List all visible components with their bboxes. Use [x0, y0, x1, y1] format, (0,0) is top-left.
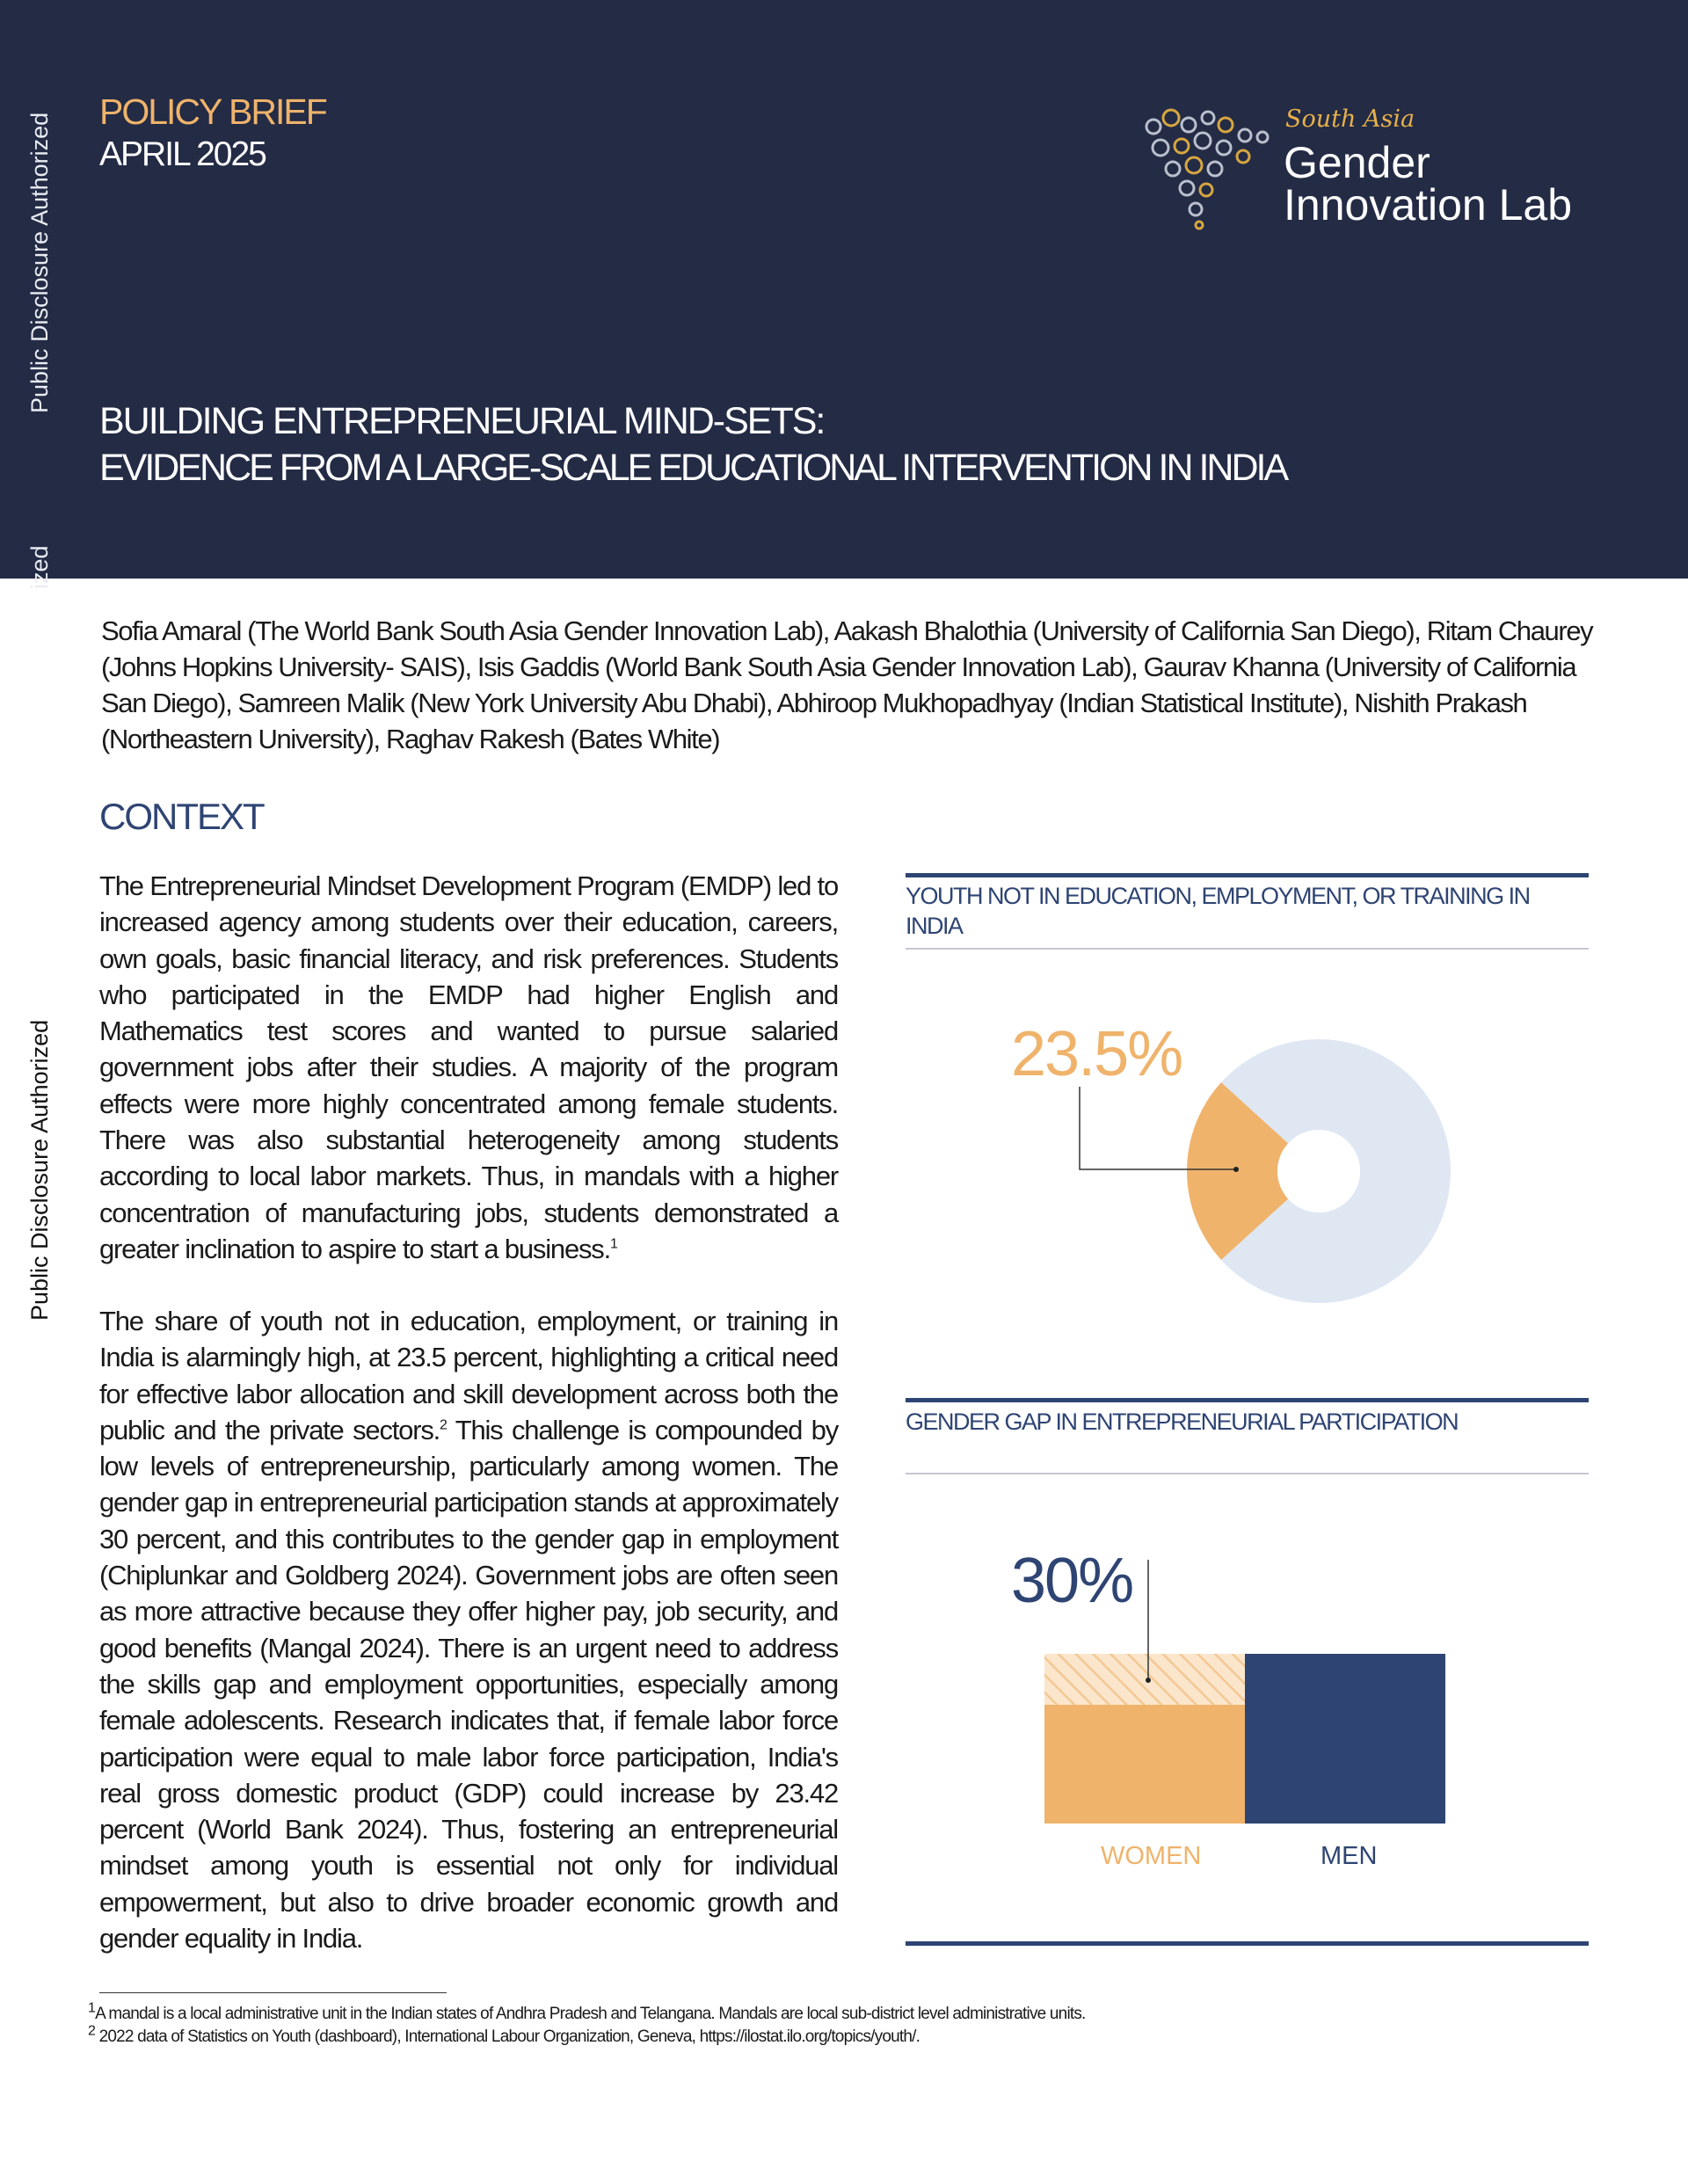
bar-women	[1044, 1705, 1245, 1824]
chart-title-divider	[906, 1473, 1589, 1474]
chart-box-divider-rule	[906, 1398, 1589, 1402]
footnote-mark-1: 1	[88, 2000, 96, 2016]
header-banner	[0, 0, 1688, 579]
donut-leader-dot	[1233, 1167, 1239, 1172]
paragraph-text: The Entrepreneurial Mindset Development Program (EMDP) led to increased agency among students over their education, careers, own goals, basic financial literacy, and risk preferences. Students who participated in the EMDP had higher English and Mathematics test scores and wanted to pursue salaried government jobs after their studies. A majority of the program effects were more highly concentrated among female students. There was also substantial heterogeneity among students according to local labor markets. Thus, in mandals with a higher concentration of manufacturing jobs, students demonstrated a greater inclination to aspire to start a business.	[99, 870, 838, 1264]
logo-title-line2: Innovation Lab	[1284, 180, 1573, 229]
logo-title-line1: Gender	[1284, 138, 1430, 187]
author-list: Sofia Amaral (The World Bank South Asia Gender Innovation Lab), Aakash Bhalothia (University of California San Diego), Ritam Chaurey (Johns Hopkins University- SAIS), Isis Gaddis (World Bank South Asia Gender Innovation Lab), Gaurav Khanna (University of California San Diego), Samreen Malik (New York University Abu Dhabi), Abhiroop Mukhopadhyay (Indian Statistical Institute), Nishith Prakash (Northeastern University), Raghav Rakesh (Bates White)	[101, 615, 1593, 754]
donut-hole	[1277, 1130, 1360, 1212]
chart-title-divider	[906, 948, 1589, 950]
footnote-text-1: A mandal is a local administrative unit in the Indian states of Andhra Pradesh and Telangana. Mandals are local sub-district level administrative units.	[95, 2005, 1086, 2023]
document-date: APRIL 2025	[99, 135, 266, 173]
context-paragraph-1	[99, 868, 838, 1267]
footnote-ref-2: 2	[440, 1417, 447, 1433]
donut-chart	[1055, 1029, 1459, 1319]
document-title-line1: BUILDING ENTREPRENEURIAL MIND-SETS:	[99, 400, 825, 442]
document-title-line2: EVIDENCE FROM A LARGE-SCALE EDUCATIONAL INTERVENTION IN INDIA	[99, 447, 1287, 489]
bar-leader-dot	[1146, 1678, 1151, 1683]
bar-gap-value-label: 30%	[1011, 1546, 1133, 1616]
footnote-ref-1: 1	[610, 1236, 617, 1252]
chart-box-top-rule	[906, 873, 1589, 877]
disclosure-stamp-middle: ized	[26, 545, 53, 589]
paragraph-text: The share of youth not in education, employment, or training in India is alarmingly high, at 23.5 percent, highlighting a critical need for effective labor allocation and skill development across both the public and the private sectors.	[99, 1306, 838, 1445]
footnote-separator	[99, 1992, 447, 1993]
paragraph-text-continued: This challenge is compounded by low levels of entrepreneurship, particularly among women. The gender gap in entrepreneurial participation stands at approximately 30 percent, and this contributes to the gender gap in employment (Chiplunkar and Goldberg 2024). Government jobs are often seen as more attractive because they offer higher pay, job security, and good benefits (Mangal 2024). There is an urgent need to address the skills gap and employment opportunities, especially among female adolescents. Research indicates that, if female labor force participation were equal to male labor force participation, India's real gross domestic product (GDP) could increase by 23.42 percent (World Bank 2024). Thus, fostering an entrepreneurial mindset among youth is essential not only for individual empowerment, but also to drive broader economic growth and gender equality in India.	[99, 1414, 839, 1955]
section-heading-context: CONTEXT	[99, 796, 264, 837]
disclosure-stamp-bottom: Public Disclosure Authorized	[26, 1019, 53, 1321]
donut-value-label: 23.5%	[1011, 1019, 1182, 1089]
footnote-1	[88, 2000, 1086, 2024]
india-map-gears-icon	[1134, 98, 1275, 230]
bar-chart	[1037, 1547, 1477, 1829]
document-type-label: POLICY BRIEF	[99, 91, 326, 132]
donut-chart-title: YOUTH NOT IN EDUCATION, EMPLOYMENT, OR TRAINING IN INDIA	[906, 883, 1530, 939]
bar-category-label-women: WOMEN	[1101, 1842, 1202, 1870]
context-paragraph-2	[99, 1303, 838, 1956]
footnote-text-2: 2022 data of Statistics on Youth (dashboard), International Labour Organization, Geneva, https://ilostat.ilo.org/topics/youth/.	[95, 2027, 920, 2046]
footnote-mark-2: 2	[88, 2023, 96, 2039]
bar-men	[1245, 1654, 1445, 1824]
disclosure-stamp-top: Public Disclosure Authorized	[26, 112, 53, 413]
bar-marks	[1044, 1654, 1445, 1824]
bar-category-label-men: MEN	[1321, 1842, 1378, 1870]
lab-logo	[1134, 98, 1591, 239]
bar-chart-title: GENDER GAP IN ENTREPRENEURIAL PARTICIPATION	[906, 1409, 1459, 1435]
footnote-2	[88, 2023, 920, 2047]
chart-box-bottom-rule	[906, 1941, 1589, 1946]
logo-subtitle: South Asia	[1285, 106, 1415, 133]
bar-gap-women	[1044, 1654, 1245, 1705]
